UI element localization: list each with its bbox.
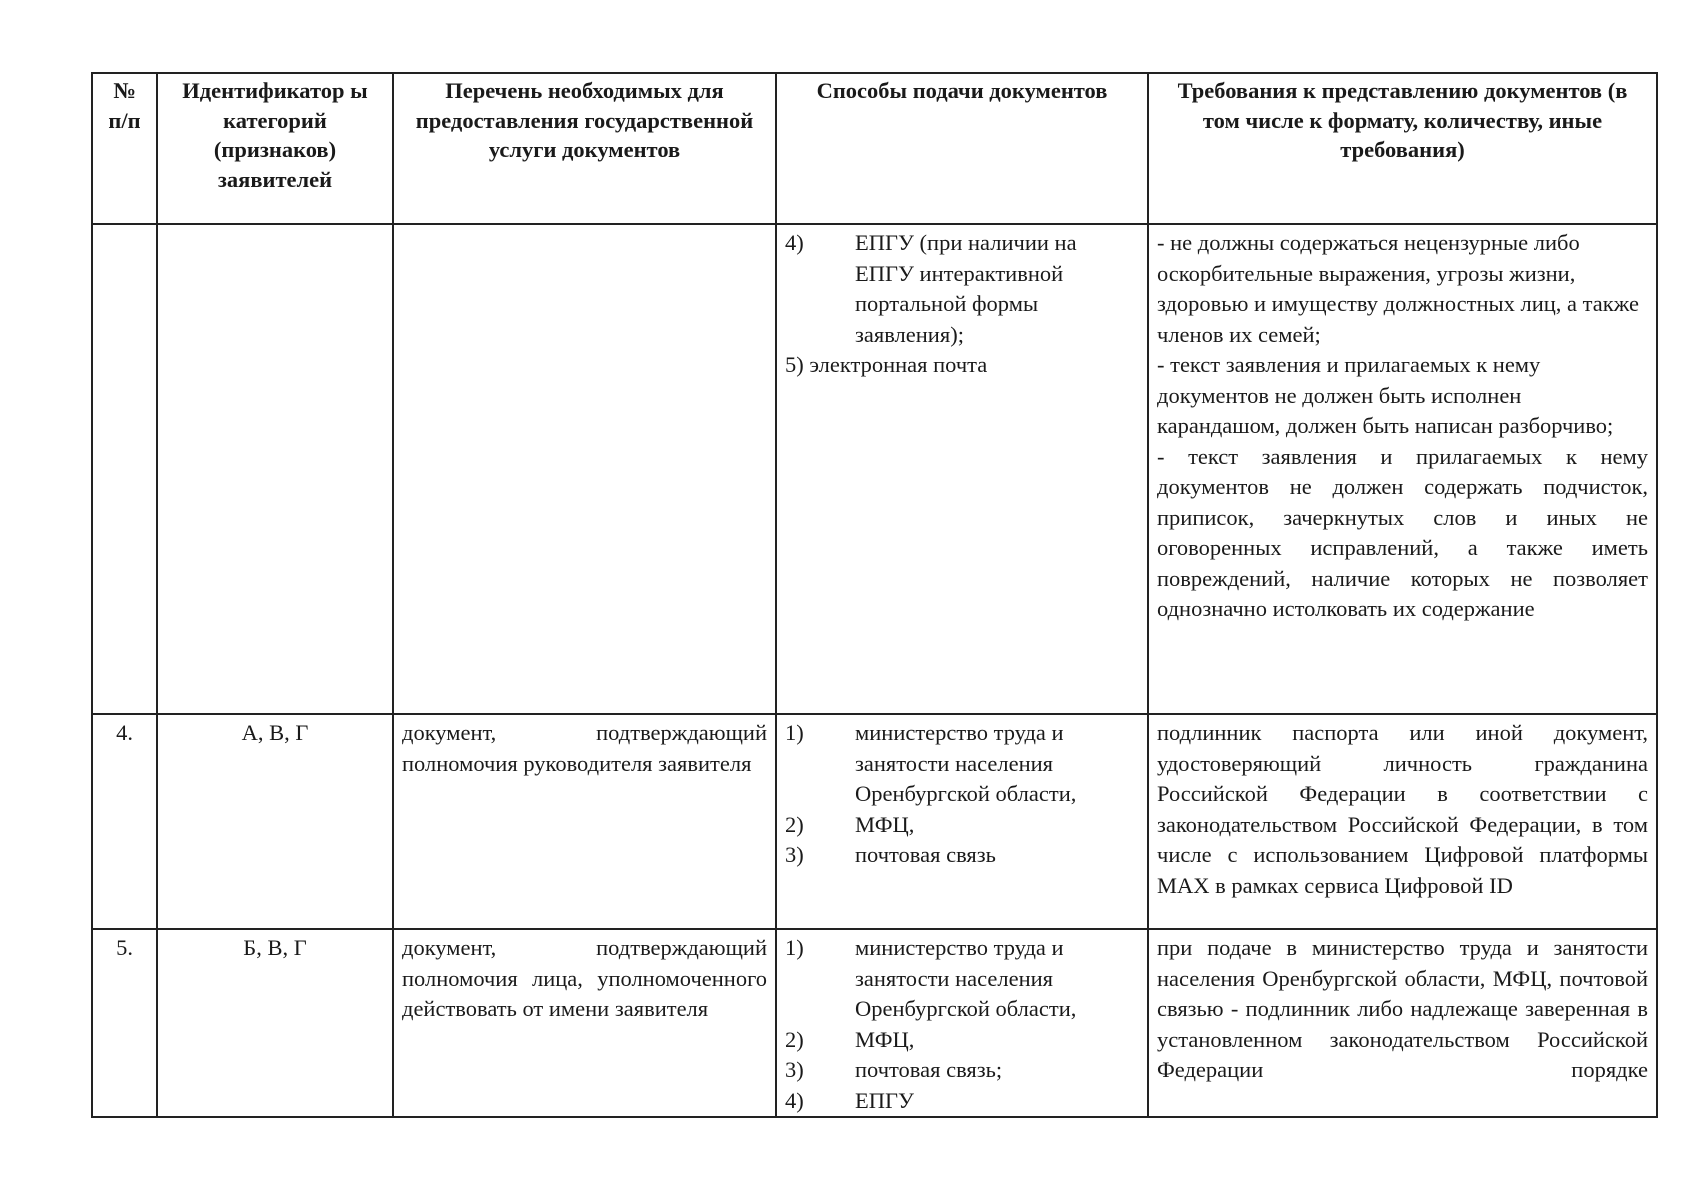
method-text: почтовая связь;	[855, 1057, 1003, 1082]
method-text: 5) электронная почта	[785, 352, 988, 377]
header-number: № п/п	[92, 73, 157, 224]
method-item	[785, 810, 1139, 841]
row-ids-cell: Б, В, Г	[157, 929, 393, 1117]
row-ids-cell: А, В, Г	[157, 714, 393, 929]
row-requirements-cell: при подаче в министерство труда и занятости населения Оренбургской области, МФЦ, почтовой связью - подлинник либо надлежаще заверенная в установленном законодательством Российской Федерации порядке	[1148, 929, 1657, 1117]
method-text: ЕПГУ	[855, 1087, 914, 1113]
method-text: почтовая связь	[855, 842, 996, 867]
method-item	[785, 1086, 1139, 1117]
row-requirements-cell	[1148, 224, 1657, 714]
table-header-row	[92, 73, 1657, 224]
requirement-item: - текст заявления и прилагаемых к нему документов не должен быть исполнен карандашом, должен быть написан разборчиво;	[1157, 352, 1614, 438]
method-number: 2)	[785, 811, 804, 837]
method-number: 3)	[785, 1057, 804, 1082]
method-number: 4)	[785, 1087, 804, 1113]
requirement-item: - не должны содержаться нецензурные либо оскорбительные выражения, угрозы жизни, здоровью и имуществу должностных лиц, а также членов их семей;	[1157, 230, 1639, 347]
header-documents-list: Перечень необходимых для предоставления государственной услуги документов	[393, 73, 776, 224]
method-number: 1)	[785, 935, 804, 960]
method-item	[785, 1055, 1139, 1086]
table-row	[92, 929, 1657, 1117]
method-text: МФЦ,	[855, 811, 915, 837]
method-item	[785, 350, 1139, 381]
method-item	[785, 718, 1139, 810]
method-text: ЕПГУ (при наличии на ЕПГУ интерактивной портальной формы заявления);	[855, 230, 1077, 347]
header-applicant-ids: Идентификатор ы категорий (признаков) заявителей	[157, 73, 393, 224]
method-number: 2)	[785, 1026, 804, 1052]
header-submission-methods: Способы подачи документов	[776, 73, 1148, 224]
method-item	[785, 1025, 1139, 1056]
row-document-cell: документ, подтверждающий полномочия лица, уполномоченного действовать от имени заявителя	[393, 929, 776, 1117]
row-document-cell: документ, подтверждающий полномочия руководителя заявителя	[393, 714, 776, 929]
method-item	[785, 228, 1139, 350]
table-row	[92, 714, 1657, 929]
method-text: министерство труда и занятости населения Оренбургской области,	[855, 935, 1077, 1021]
method-number: 1)	[785, 720, 804, 745]
row-requirements-cell: подлинник паспорта или иной документ, удостоверяющий личность гражданина Российской Федерации в соответствии с законодательством Российской Федерации, в том числе с использованием Цифровой платформы МАХ в рамках сервиса Цифровой ID	[1148, 714, 1657, 929]
table-row	[92, 224, 1657, 714]
method-item	[785, 933, 1139, 1025]
requirement-item: - текст заявления и прилагаемых к нему документов не должен содержать подчисток, приписок, зачеркнутых слов и иных не оговоренных исправлений, а также иметь повреждений, наличие которых не позволяет однозначно истолковать их содержание	[1157, 443, 1648, 621]
header-requirements: Требования к представлению документов (в том числе к формату, количеству, иные требования)	[1148, 73, 1657, 224]
row-number-cell: 5.	[92, 929, 157, 1117]
row-methods-cell	[776, 714, 1148, 929]
documents-table	[91, 72, 1658, 1118]
method-item	[785, 840, 1139, 871]
method-number: 4)	[785, 230, 804, 255]
row-number-cell: 4.	[92, 714, 157, 929]
row-number-cell	[92, 224, 157, 714]
row-ids-cell	[157, 224, 393, 714]
method-text: министерство труда и занятости населения Оренбургской области,	[855, 720, 1077, 806]
row-methods-cell	[776, 929, 1148, 1117]
method-number: 3)	[785, 842, 804, 867]
row-methods-cell	[776, 224, 1148, 714]
row-document-cell	[393, 224, 776, 714]
method-text: МФЦ,	[855, 1026, 915, 1052]
